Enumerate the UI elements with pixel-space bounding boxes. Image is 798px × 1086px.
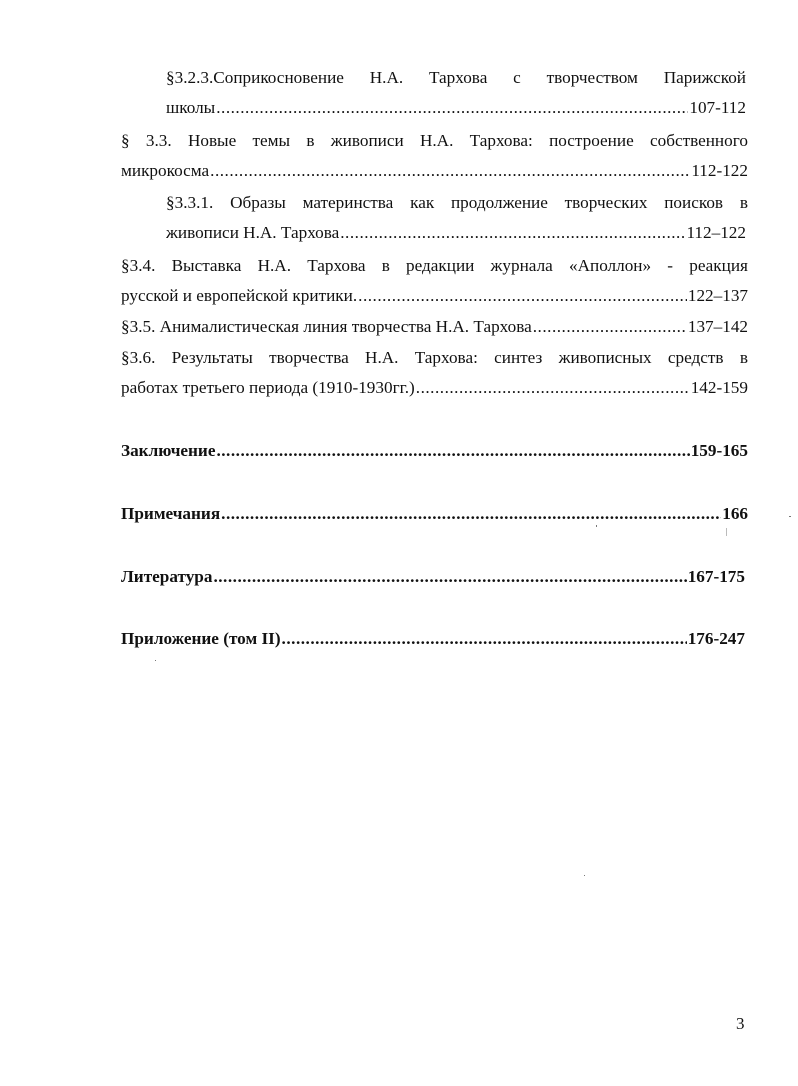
toc-entry-3-6-cont: работах третьего периода (1910-1930гг.) xyxy=(121,378,415,397)
scan-speck xyxy=(726,528,727,536)
scan-speck xyxy=(155,660,156,661)
toc-entry-3-6-pages: 142-159 xyxy=(690,378,748,397)
toc-entry-3-2-3-title: §3.2.3.Соприкосновение Н.А. Тархова с творчеством Парижской xyxy=(166,68,746,87)
toc-entry-3-2-3-pages: 107-112 xyxy=(689,98,746,117)
toc-notes-title: Примечания xyxy=(121,504,221,523)
toc-literature-pages: 167-175 xyxy=(687,567,745,586)
toc-entry-3-3-1-line xyxy=(166,223,746,243)
toc-notes xyxy=(121,504,748,524)
toc-entry-3-5-pages: 137–142 xyxy=(687,317,748,336)
leader-dots xyxy=(210,161,690,181)
toc-entry-3-6-line xyxy=(121,378,748,398)
toc-conclusion xyxy=(121,441,748,461)
toc-entry-3-3-1-pages: 112–122 xyxy=(686,223,746,242)
toc-conclusion-title: Заключение xyxy=(121,441,216,460)
leader-dots xyxy=(282,629,687,649)
toc-appendix xyxy=(121,629,745,649)
toc-entry-3-4-cont: русской и европейской критики. xyxy=(121,286,358,305)
toc-entry-3-5-title: §3.5. Анималистическая линия творчества Н.А. Тархова xyxy=(121,317,532,336)
toc-entry-3-6-title: §3.6. Результаты творчества Н.А. Тархова: синтез живописных средств в xyxy=(121,348,748,367)
scan-speck xyxy=(789,516,791,517)
toc-notes-pages: 166 xyxy=(722,504,748,523)
leader-dots xyxy=(216,98,688,118)
toc-appendix-pages: 176-247 xyxy=(687,629,745,648)
toc-entry-3-3-1-title: §3.3.1. Образы материнства как продолжение творческих поисков в xyxy=(166,193,748,212)
toc-entry-3-4-line xyxy=(121,286,748,306)
leader-dots xyxy=(340,223,685,243)
leader-dots xyxy=(533,317,687,337)
leader-dots xyxy=(221,504,721,524)
toc-entry-3-2-3-line xyxy=(166,98,746,118)
toc-literature xyxy=(121,567,745,587)
page-number: 3 xyxy=(736,1014,745,1033)
scan-speck xyxy=(596,525,597,527)
toc-entry-3-3-1-cont: живописи Н.А. Тархова xyxy=(166,223,340,242)
scan-speck xyxy=(584,875,585,876)
leader-dots xyxy=(416,378,690,398)
toc-entry-3-3-line xyxy=(121,161,748,181)
toc-conclusion-pages: 159-165 xyxy=(690,441,748,460)
toc-entry-3-3-title: § 3.3. Новые темы в живописи Н.А. Тархова: построение собственного xyxy=(121,131,748,150)
toc-entry-3-3-pages: 112-122 xyxy=(691,161,748,180)
toc-entry-3-4-title: §3.4. Выставка Н.А. Тархова в редакции журнала «Аполлон» - реакция xyxy=(121,256,748,275)
leader-dots xyxy=(213,567,686,587)
toc-entry-3-3-cont: микрокосма xyxy=(121,161,210,180)
toc-entry-3-4-pages: 122–137 xyxy=(687,286,748,305)
leader-dots xyxy=(358,286,687,306)
toc-appendix-title: Приложение (том II) xyxy=(121,629,281,648)
toc-entry-3-5-line xyxy=(121,317,748,337)
toc-literature-title: Литература xyxy=(121,567,213,586)
toc-entry-3-2-3-cont: школы xyxy=(166,98,216,117)
leader-dots xyxy=(216,441,689,461)
